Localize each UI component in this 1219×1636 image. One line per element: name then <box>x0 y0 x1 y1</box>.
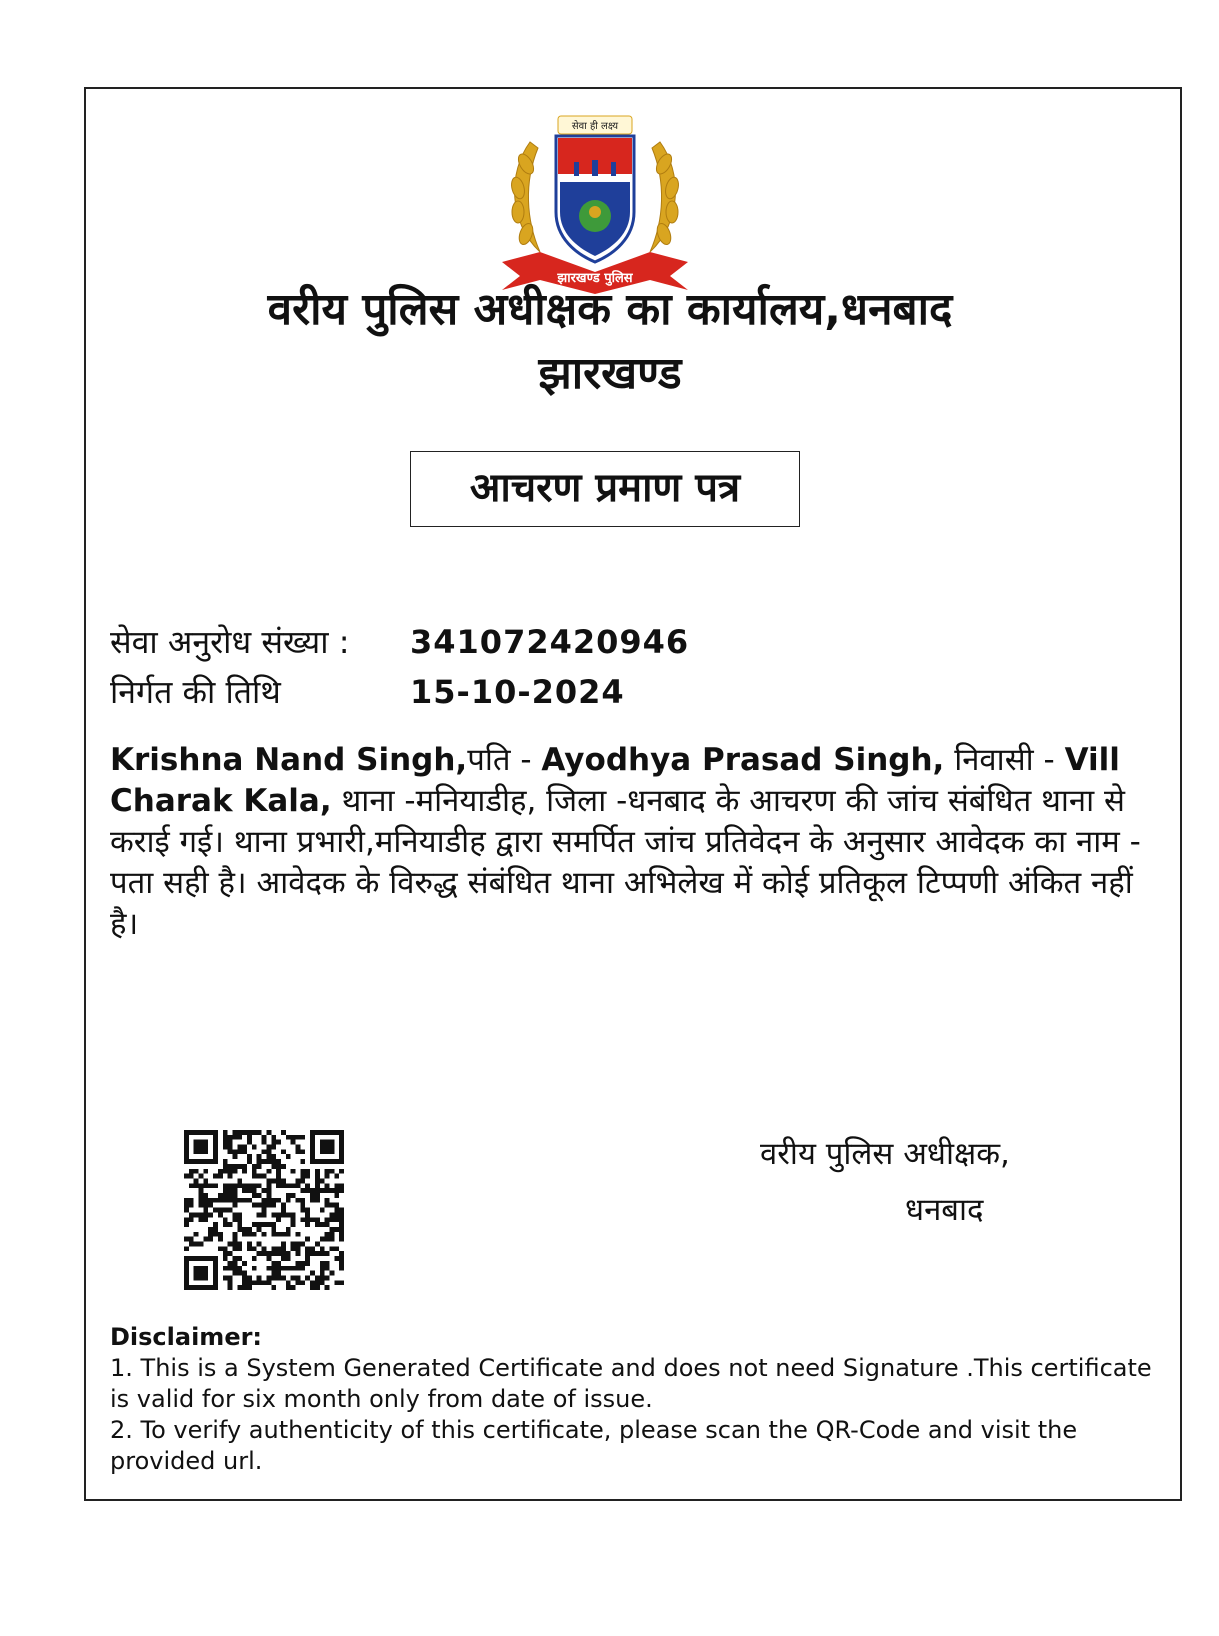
emblem-motto: सेवा ही लक्ष्य <box>571 121 619 132</box>
signatory-place: धनबाद <box>905 1192 984 1228</box>
issue-date-label: निर्गत की तिथि <box>110 673 281 711</box>
jharkhand-police-emblem-icon <box>490 112 700 296</box>
request-number-label: सेवा अनुरोध संख्या : <box>110 623 350 661</box>
disclaimer-title: Disclaimer: <box>110 1323 263 1351</box>
certificate-body <box>110 740 1150 945</box>
resident-label: निवासी - <box>944 742 1065 778</box>
issue-date-row <box>110 670 625 714</box>
disclaimer-item-1: 1. This is a System Generated Certificate and does not need Signature .This certificate is valid for six month only from date of issue. <box>110 1354 1152 1413</box>
disclaimer-item-2: 2. To verify authenticity of this certificate, please scan the QR-Code and visit the provided url. <box>110 1416 1078 1475</box>
certificate-title: आचरण प्रमाण पत्र <box>410 451 800 527</box>
state-title: झारखण्ड <box>538 348 682 399</box>
request-number-row <box>110 620 689 664</box>
disclaimer <box>110 1322 1160 1477</box>
request-number-value: 341072420946 <box>410 623 690 661</box>
certificate-statement: थाना -मनियाडीह, जिला -धनबाद के आचरण की जांच संबंधित थाना से कराई गई। थाना प्रभारी,मनियाडीह द्वारा समर्पित जांच प्रतिवेदन के अनुसार आवेदक का नाम - पता सही है। आवेदक के विरुद्ध संबंधित थाना अभिलेख में कोई प्रतिकूल टिप्पणी अंकित नहीं है। <box>110 783 1141 942</box>
issue-date-value: 15-10-2024 <box>410 673 625 711</box>
signatory-title: वरीय पुलिस अधीक्षक, <box>760 1136 1010 1172</box>
office-title: वरीय पुलिस अधीक्षक का कार्यालय,धनबाद <box>267 284 953 335</box>
father-name: Ayodhya Prasad Singh, <box>541 742 945 778</box>
emblem-ribbon-text: झारखण्ड पुलिस <box>557 271 633 286</box>
qr-code-icon[interactable] <box>184 1130 344 1290</box>
relation-label: पति - <box>467 742 542 778</box>
applicant-address: Vill Charak Kala, <box>110 742 1120 819</box>
applicant-name: Krishna Nand Singh, <box>110 742 468 778</box>
